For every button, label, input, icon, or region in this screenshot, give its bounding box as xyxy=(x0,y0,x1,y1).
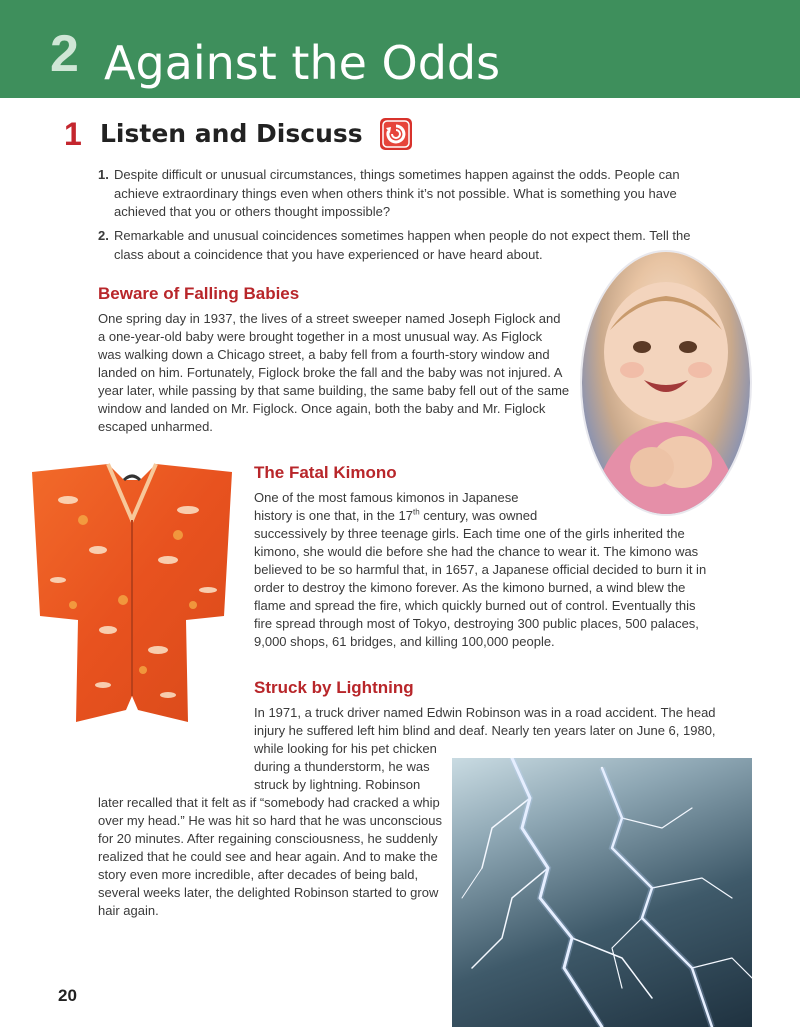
text-line: escaped unharmed. xyxy=(98,419,213,434)
text-line: over my head.” He was hit so hard that he was unconscious xyxy=(98,813,442,828)
text-line: order to destroy the kimono forever. As the kimono burned, a wind blew the xyxy=(254,580,686,595)
text-line: landed on him. Fortunately, Figlock broke the fall and the baby was not injured. A xyxy=(98,365,563,380)
kimono-photo xyxy=(28,460,236,726)
text-line: struck by lightning. Robinson xyxy=(254,777,421,792)
story-body-falling-babies xyxy=(98,310,569,436)
text-line: injury he suffered left him blind and deaf. Nearly ten years later on June 6, 1980, xyxy=(254,723,716,738)
question-1 xyxy=(98,166,698,222)
text-line: window and landed on Mr. Figlock. Once again, both the baby and Mr. Figlock xyxy=(98,401,546,416)
text-line: during a thunderstorm, he was xyxy=(254,759,430,774)
text-line: believed to be so harmful that, in 1657, a Japanese official decided to burn it in xyxy=(254,562,707,577)
text-line: flame and spread the fire, which quickly burned out of control. Eventually this xyxy=(254,598,696,613)
text-line: fire spread through most of Tokyo, destroying 300 public places, 500 palaces, xyxy=(254,616,699,631)
text-line: several weeks later, the delighted Robinson started to grow xyxy=(98,885,439,900)
story-body-fatal-kimono xyxy=(254,489,706,651)
text-line: 9,000 shops, 61 bridges, and killing 100,000 people. xyxy=(254,634,555,649)
baby-photo xyxy=(582,252,750,514)
text-line: a one-year-old baby were brought together in a most unusual way. As Figlock xyxy=(98,329,543,344)
section-title: Listen and Discuss xyxy=(100,119,363,148)
unit-title: Against the Odds xyxy=(104,36,501,90)
question-text: Remarkable and unusual coincidences sometimes happen when people do not expect them. Tell the class about a coincidence that you have experienced or have heard about. xyxy=(114,228,691,262)
text-line: In 1971, a truck driver named Edwin Robinson was in a road accident. The head xyxy=(254,705,716,720)
text-line: was walking down a Chicago street, a baby fell from a fourth-story window and xyxy=(98,347,550,362)
text-line: One spring day in 1937, the lives of a street sweeper named Joseph Figlock and xyxy=(98,311,561,326)
text-line: story even more incredible, after decades of being bald, xyxy=(98,867,419,882)
audio-play-icon[interactable] xyxy=(380,118,412,150)
section-number: 1 xyxy=(64,116,82,152)
question-number: 2. xyxy=(98,228,109,243)
question-number: 1. xyxy=(98,167,109,182)
text-fragment: century, was owned xyxy=(419,508,538,523)
lightning-photo xyxy=(452,758,752,1027)
story-title-falling-babies: Beware of Falling Babies xyxy=(98,284,300,303)
story-title-fatal-kimono: The Fatal Kimono xyxy=(254,463,397,482)
text-line xyxy=(254,507,706,525)
text-line: One of the most famous kimonos in Japanese xyxy=(254,490,519,505)
page-number: 20 xyxy=(58,986,77,1005)
question-2 xyxy=(98,227,698,264)
text-fragment: history is one that, in the 17 xyxy=(254,508,413,523)
story-title-struck-by-lightning: Struck by Lightning xyxy=(254,678,414,697)
unit-number: 2 xyxy=(50,25,79,83)
text-line: realized that he could see and hear again. And to make the xyxy=(98,849,438,864)
text-line: kimono, she would die before she had the chance to wear it. The kimono was xyxy=(254,544,699,559)
text-line: for 20 minutes. After regaining consciousness, he suddenly xyxy=(98,831,438,846)
text-line: while looking for his pet chicken xyxy=(254,741,437,756)
text-line: hair again. xyxy=(98,903,159,918)
text-line: later recalled that it felt as if “somebody had cracked a whip xyxy=(98,795,440,810)
question-text: Despite difficult or unusual circumstances, things sometimes happen against the odds. People can achieve extraordinary things even when others think it’s not possible. What is something you have achieved that you or others thought impossible? xyxy=(114,167,680,219)
text-line: successively by three teenage girls. Each time one of the girls inherited the xyxy=(254,526,685,541)
unit-banner xyxy=(0,0,800,98)
text-line: year later, while passing by that same building, the same baby fell out of the same xyxy=(98,383,570,398)
story-body-lightning-bottom xyxy=(98,794,442,920)
superscript: th xyxy=(412,507,420,517)
